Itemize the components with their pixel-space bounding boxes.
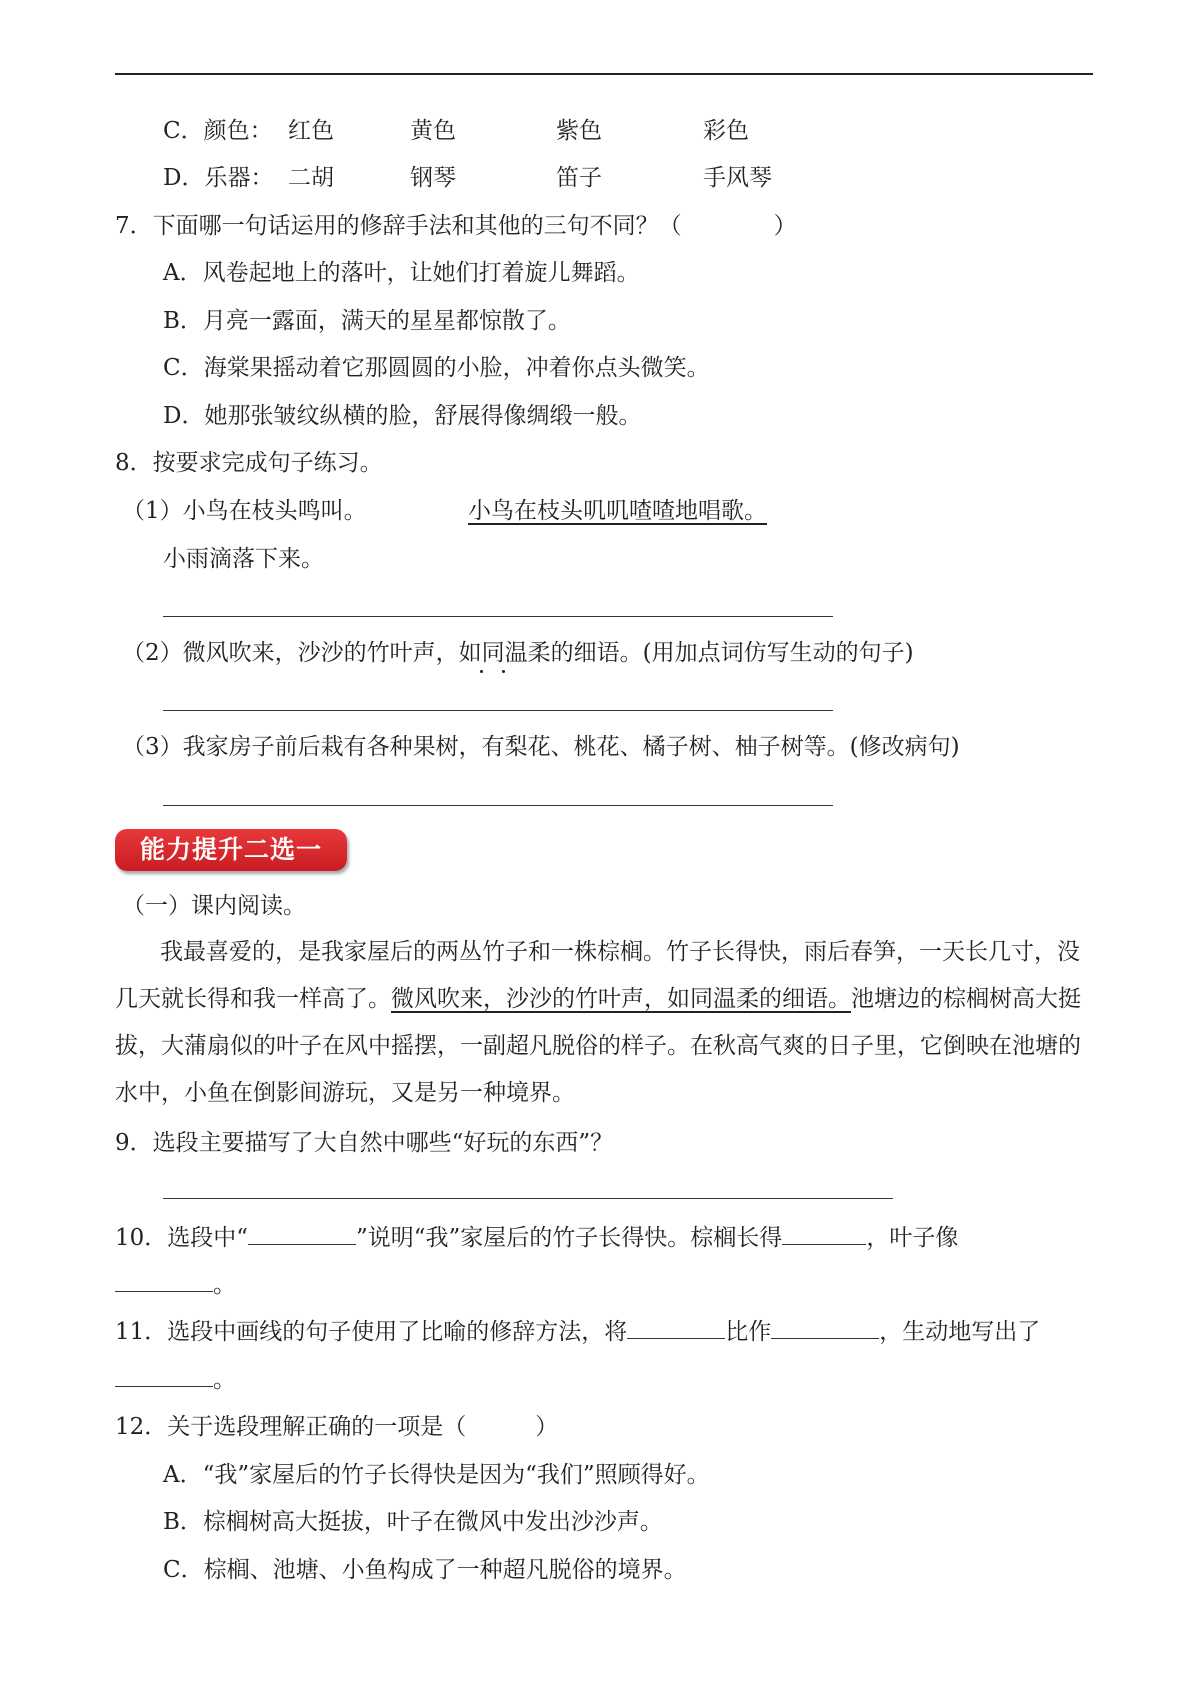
q10-text-4: 。: [213, 1272, 236, 1298]
q6-option-d-item-4: 手风琴: [703, 165, 772, 191]
q8-part1-example: 小鸟在枝头叽叽喳喳地唱歌。: [468, 498, 767, 524]
q12-option-c: C．棕榈、池塘、小鱼构成了一种超凡脱俗的境界。: [163, 1557, 687, 1583]
q7-option-b: B．月亮一露面，满天的星星都惊散了。: [163, 308, 571, 334]
q11-blank-1[interactable]: [627, 1318, 725, 1339]
q12-option-b: B．棕榈树高大挺拔，叶子在微风中发出沙沙声。: [163, 1509, 663, 1535]
q10-blank-3[interactable]: [115, 1271, 213, 1292]
q10-line-2: [115, 1271, 236, 1299]
q6-option-d-item-3: 笛子: [556, 165, 602, 191]
reading-passage: [115, 929, 1095, 1117]
q11-text-2: 比作: [725, 1319, 772, 1345]
q10-text-1: 10．选段中“: [115, 1225, 249, 1251]
header-rule: [115, 73, 1093, 75]
q11-blank-2[interactable]: [771, 1318, 879, 1339]
section-banner-title: 能力提升二选一: [139, 835, 322, 864]
passage-text-end: 池塘边的棕榈树高大挺拔，大蒲扇似的叶子在风中摇摆，一副超凡脱俗的样子。在秋高气爽的日子里，它倒映在池塘的水中，小鱼在倒影间游玩，又是另一种境界。: [115, 986, 1081, 1106]
q7-option-c: C．海棠果摇动着它那圆圆的小脸，冲着你点头微笑。: [163, 355, 710, 381]
q8-stem: 8．按要求完成句子练习。: [115, 450, 383, 476]
q6-option-c-label: C．颜色：: [163, 118, 273, 144]
q7-stem: 7．下面哪一句话运用的修辞手法和其他的三句不同？（ ）: [115, 213, 797, 239]
q11-line-2: [115, 1366, 236, 1394]
q7-option-a: A．风卷起地上的落叶，让她们打着旋儿舞蹈。: [163, 260, 640, 286]
q10-blank-1[interactable]: [248, 1224, 356, 1245]
q11-text-4: 。: [213, 1367, 236, 1393]
q10-blank-2[interactable]: [782, 1224, 866, 1245]
q12-stem: 12．关于选段理解正确的一项是（ ）: [115, 1414, 559, 1440]
q11-text-1: 11．选段中画线的句子使用了比喻的修辞方法，将: [115, 1319, 628, 1345]
q9-answer-line[interactable]: [163, 1198, 893, 1199]
q8-part2-answer-line[interactable]: [163, 710, 833, 711]
passage-text-start: 我最喜爱的，是我家屋后的两丛竹子和一株棕榈。竹子长得快，雨后春笋，一天长几寸，没几天就长得和我一样高了。: [115, 939, 1080, 1012]
q7-option-d: D．她那张皱纹纵横的脸，舒展得像绸缎一般。: [163, 403, 642, 429]
q11-line: [115, 1318, 1040, 1346]
reading-section-title: （一）课内阅读。: [122, 893, 306, 919]
q9-stem: 9．选段主要描写了大自然中哪些“好玩的东西”？: [115, 1130, 614, 1156]
emphasis-dot: [480, 670, 483, 673]
passage-underlined-sentence: 微风吹来，沙沙的竹叶声，如同温柔的细语。: [391, 986, 851, 1012]
q10-text-2: ”说明“我”家屋后的竹子长得快。棕榈长得: [356, 1225, 783, 1251]
q6-option-c-item-1: 红色: [288, 118, 334, 144]
q6-option-d-item-2: 钢琴: [410, 165, 456, 191]
emphasis-dot: [502, 670, 505, 673]
q8-part1-answer-line[interactable]: [163, 616, 833, 617]
q10-line: [115, 1224, 958, 1252]
q8-part3-prompt: （3）我家房子前后栽有各种果树，有梨花、桃花、橘子树、柚子树等。(修改病句): [122, 734, 960, 760]
q12-option-a: A．“我”家屋后的竹子长得快是因为“我们”照顾得好。: [163, 1462, 710, 1488]
q8-part3-answer-line[interactable]: [163, 805, 833, 806]
q11-blank-3[interactable]: [115, 1366, 213, 1387]
q6-option-c-item-3: 紫色: [556, 118, 602, 144]
q6-option-d-item-1: 二胡: [288, 165, 334, 191]
q6-option-c-item-4: 彩色: [703, 118, 749, 144]
q11-text-3: ，生动地写出了: [879, 1319, 1041, 1345]
q8-part2-prompt: （2）微风吹来，沙沙的竹叶声，如同温柔的细语。(用加点词仿写生动的句子): [122, 640, 914, 666]
section-banner: [115, 829, 347, 871]
q10-text-3: ，叶子像: [866, 1225, 959, 1251]
q6-option-d-label: D．乐器：: [163, 165, 274, 191]
q8-part1-task: 小雨滴落下来。: [163, 546, 324, 572]
q6-option-c-item-2: 黄色: [410, 118, 456, 144]
q8-part1-prompt: （1）小鸟在枝头鸣叫。: [122, 498, 367, 524]
